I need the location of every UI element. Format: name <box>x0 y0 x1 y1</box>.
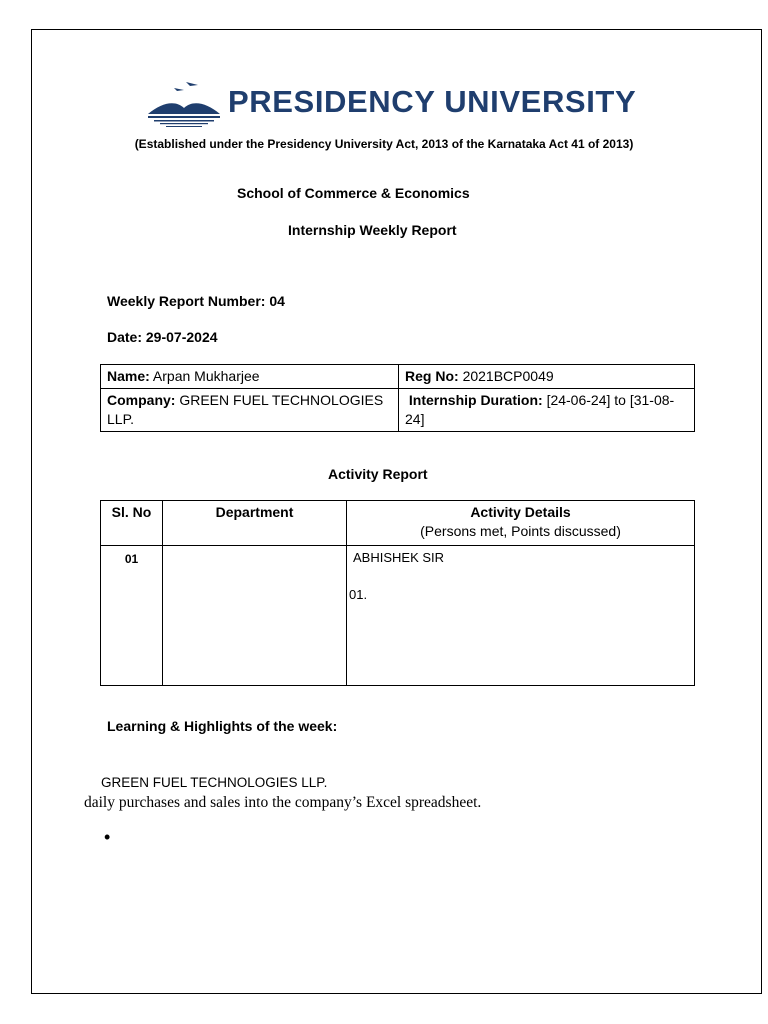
activity-report-title: Activity Report <box>328 466 428 482</box>
name-value: Arpan Mukharjee <box>152 368 260 384</box>
name-label: Name: <box>107 368 150 384</box>
establishment-note: (Established under the Presidency University Act, 2013 of the Karnataka Act 41 of 2013) <box>134 137 634 151</box>
reg-value: 2021BCP0049 <box>462 368 554 384</box>
learning-heading: Learning & Highlights of the week: <box>107 718 338 734</box>
school-name: School of Commerce & Economics <box>237 185 470 201</box>
reg-label: Reg No: <box>405 368 459 384</box>
column-header-department: Department <box>163 501 347 546</box>
name-cell <box>101 365 399 389</box>
university-logo-icon <box>146 80 222 130</box>
activity-table-header <box>101 501 695 546</box>
details-header-label: Activity Details <box>470 504 571 520</box>
row-department <box>163 546 347 686</box>
learning-note: daily purchases and sales into the company’s Excel spreadsheet. <box>84 794 482 811</box>
duration-value: [24-06-24] to [31-08-24] <box>405 392 675 427</box>
activity-table <box>100 500 695 686</box>
report-date: Date: 29-07-2024 <box>107 329 218 345</box>
row-person: ABHISHEK SIR <box>353 550 445 565</box>
duration-cell <box>399 389 695 432</box>
reg-cell <box>399 365 695 389</box>
student-info-table <box>100 364 695 432</box>
row-details <box>347 546 695 686</box>
company-cell <box>101 389 399 432</box>
company-label: Company: <box>107 392 176 408</box>
row-slno: 01 <box>101 546 163 686</box>
bullet-point: • <box>104 827 111 847</box>
table-row <box>101 546 695 686</box>
duration-label: Internship Duration: <box>408 392 543 408</box>
details-header-note: (Persons met, Points discussed) <box>420 523 621 539</box>
column-header-slno: Sl. No <box>101 501 163 546</box>
report-title: Internship Weekly Report <box>288 222 457 238</box>
university-name: PRESIDENCY UNIVERSITY <box>228 84 637 119</box>
weekly-report-number: Weekly Report Number: 04 <box>107 293 285 309</box>
column-header-details <box>347 501 695 546</box>
learning-company-line: GREEN FUEL TECHNOLOGIES LLP. <box>101 775 328 790</box>
row-item: 01. <box>349 587 368 602</box>
company-value: GREEN FUEL TECHNOLOGIES LLP. <box>107 392 384 427</box>
